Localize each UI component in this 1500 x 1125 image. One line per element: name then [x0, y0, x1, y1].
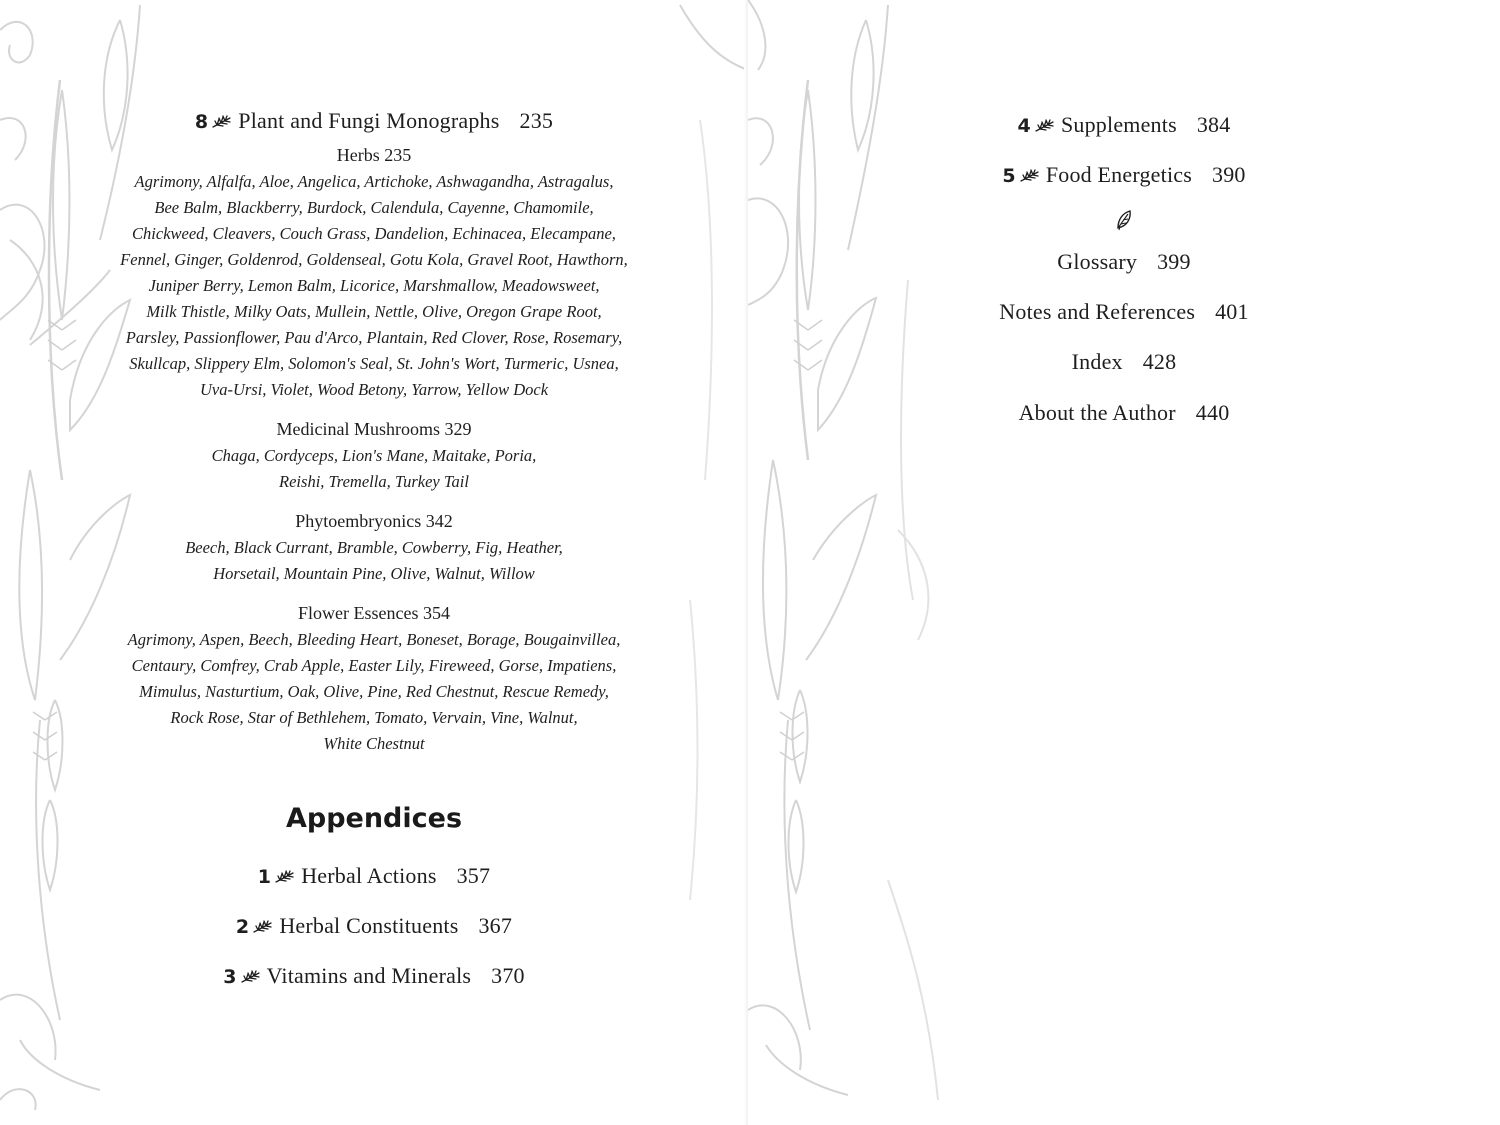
- list-line: Mimulus, Nasturtium, Oak, Olive, Pine, Red Chestnut, Rescue Remedy,: [139, 682, 609, 701]
- list-line: Skullcap, Slippery Elm, Solomon's Seal, St. John's Wort, Turmeric, Usnea,: [129, 354, 619, 373]
- arrow-ornament-icon: [212, 115, 232, 129]
- section-heading-flower-essences: Flower Essences 354: [298, 603, 450, 623]
- list-line: Beech, Black Currant, Bramble, Cowberry, Fig, Heather,: [185, 538, 563, 557]
- appendix-page-number: 367: [478, 913, 513, 938]
- list-line: Milk Thistle, Milky Oats, Mullein, Nettle, Olive, Oregon Grape Root,: [146, 302, 602, 321]
- list-line: Centaury, Comfrey, Crab Apple, Easter Lily, Fireweed, Gorse, Impatiens,: [131, 656, 617, 675]
- list-line: Horsetail, Mountain Pine, Olive, Walnut, Willow: [213, 564, 535, 583]
- appendix-page-number: 384: [1196, 112, 1231, 137]
- leaf-ornament-icon: [1115, 209, 1133, 231]
- list-line: White Chestnut: [323, 734, 425, 753]
- list-line: Parsley, Passionflower, Pau d'Arco, Plantain, Red Clover, Rose, Rosemary,: [125, 328, 623, 347]
- chapter-title: Plant and Fungi Monographs: [238, 108, 500, 133]
- arrow-ornament-icon: [275, 870, 295, 884]
- toc-appendix-4[interactable]: [748, 112, 1500, 138]
- mushrooms-list: [0, 443, 748, 495]
- toc-glossary[interactable]: [748, 249, 1500, 275]
- section-heading-mushrooms: Medicinal Mushrooms 329: [276, 419, 472, 439]
- section-heading-herbs: Herbs 235: [336, 145, 412, 165]
- phytoembryonics-list: [0, 535, 748, 587]
- entry-page-number: 428: [1142, 349, 1177, 374]
- entry-title: Glossary: [1057, 249, 1138, 274]
- list-line: Chickweed, Cleavers, Couch Grass, Dandelion, Echinacea, Elecampane,: [132, 224, 616, 243]
- list-line: Fennel, Ginger, Goldenrod, Goldenseal, Gotu Kola, Gravel Root, Hawthorn,: [120, 250, 628, 269]
- list-line: Agrimony, Alfalfa, Aloe, Angelica, Artichoke, Ashwagandha, Astragalus,: [134, 172, 614, 191]
- chapter-number: 8: [194, 111, 209, 133]
- appendix-title: Herbal Actions: [301, 863, 437, 888]
- arrow-ornament-icon: [241, 970, 261, 984]
- list-line: Reishi, Tremella, Turkey Tail: [279, 472, 469, 491]
- toc-appendix-5[interactable]: [748, 162, 1500, 188]
- flower-essences-list: [0, 627, 748, 757]
- left-page: [0, 0, 748, 1125]
- appendix-title: Herbal Constituents: [279, 913, 459, 938]
- section-heading-phytoembryonics: Phytoembryonics 342: [295, 511, 453, 531]
- appendix-title: Food Energetics: [1045, 162, 1192, 187]
- entry-page-number: 399: [1157, 249, 1191, 274]
- toc-appendix-3[interactable]: [0, 963, 748, 989]
- appendix-page-number: 357: [456, 863, 491, 888]
- arrow-ornament-icon: [1020, 169, 1040, 183]
- toc-chapter-8[interactable]: [0, 108, 748, 134]
- list-line: Bee Balm, Blackberry, Burdock, Calendula, Cayenne, Chamomile,: [154, 198, 594, 217]
- appendix-title: Vitamins and Minerals: [266, 963, 472, 988]
- right-page: [748, 0, 1500, 1125]
- appendix-page-number: 370: [491, 963, 525, 988]
- appendix-number: 4: [1017, 115, 1031, 137]
- entry-page-number: 401: [1215, 299, 1249, 324]
- entry-title: Notes and References: [999, 299, 1196, 324]
- appendix-number: 2: [235, 916, 250, 938]
- arrow-ornament-icon: [253, 920, 273, 934]
- list-line: Chaga, Cordyceps, Lion's Mane, Maitake, Poria,: [211, 446, 537, 465]
- list-line: Juniper Berry, Lemon Balm, Licorice, Marshmallow, Meadowsweet,: [148, 276, 600, 295]
- toc-appendix-2[interactable]: [0, 913, 748, 939]
- arrow-ornament-icon: [1035, 119, 1055, 133]
- toc-index[interactable]: [748, 349, 1500, 375]
- entry-page-number: 440: [1195, 400, 1230, 425]
- list-line: Rock Rose, Star of Bethlehem, Tomato, Vervain, Vine, Walnut,: [170, 708, 578, 727]
- appendix-number: 5: [1002, 165, 1016, 187]
- toc-notes-and-references[interactable]: [748, 299, 1500, 325]
- toc-about-the-author[interactable]: [748, 400, 1500, 426]
- chapter-page-number: 235: [519, 108, 554, 133]
- list-line: Agrimony, Aspen, Beech, Bleeding Heart, Boneset, Borage, Bougainvillea,: [127, 630, 621, 649]
- appendix-title: Supplements: [1060, 112, 1177, 137]
- herbs-list: [0, 169, 748, 403]
- list-line: Uva-Ursi, Violet, Wood Betony, Yarrow, Yellow Dock: [199, 380, 549, 399]
- entry-title: About the Author: [1018, 400, 1176, 425]
- appendices-heading: Appendices: [285, 803, 463, 834]
- appendix-number: 3: [223, 966, 237, 988]
- entry-title: Index: [1071, 349, 1123, 374]
- appendix-page-number: 390: [1212, 162, 1246, 187]
- appendix-number: 1: [257, 866, 272, 888]
- toc-appendix-1[interactable]: [0, 863, 748, 889]
